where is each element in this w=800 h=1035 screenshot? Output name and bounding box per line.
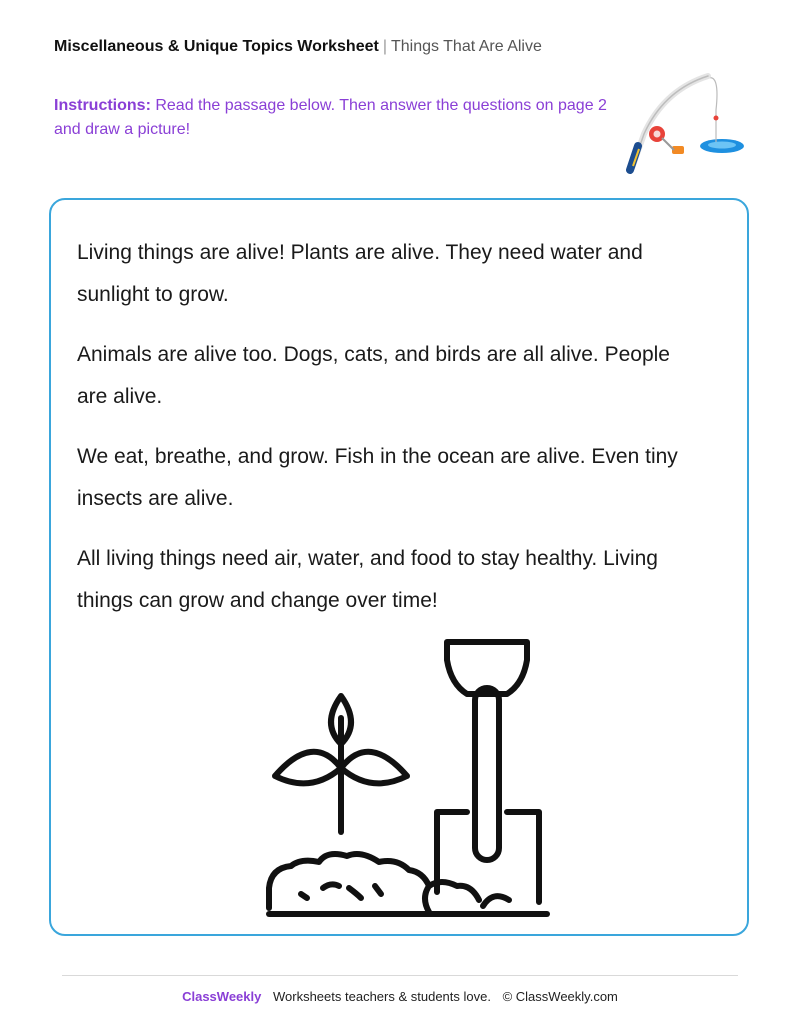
title-separator: | bbox=[382, 38, 387, 55]
worksheet-title: Miscellaneous & Unique Topics Worksheet bbox=[54, 38, 379, 55]
instructions-text: Read the passage below. Then answer the questions on page 2 and draw a picture! bbox=[54, 97, 607, 138]
instructions bbox=[54, 94, 614, 142]
passage-paragraph-1: Living things are alive! Plants are alive. They need water and sunlight to grow. bbox=[77, 241, 643, 306]
worksheet-header bbox=[54, 38, 542, 56]
passage-paragraph-4: All living things need air, water, and food to stay healthy. Living things can grow and change over time! bbox=[77, 547, 658, 612]
passage-paragraph-2: Animals are alive too. Dogs, cats, and birds are all alive. People are alive. bbox=[77, 343, 670, 408]
instructions-label: Instructions: bbox=[54, 97, 151, 114]
reading-passage bbox=[77, 232, 697, 640]
footer-tagline: Worksheets teachers & students love. bbox=[272, 989, 491, 1004]
passage-box bbox=[49, 198, 749, 936]
footer-brand: ClassWeekly bbox=[182, 989, 262, 1004]
fishing-rod-icon bbox=[624, 68, 748, 176]
footer bbox=[0, 989, 800, 1004]
passage-paragraph-3: We eat, breathe, and grow. Fish in the ocean are alive. Even tiny insects are alive. bbox=[77, 445, 678, 510]
footer-copyright: © ClassWeekly.com bbox=[502, 989, 618, 1004]
footer-divider bbox=[62, 975, 738, 976]
plant-and-shovel-icon bbox=[261, 636, 551, 920]
worksheet-subtitle: Things That Are Alive bbox=[390, 38, 542, 55]
